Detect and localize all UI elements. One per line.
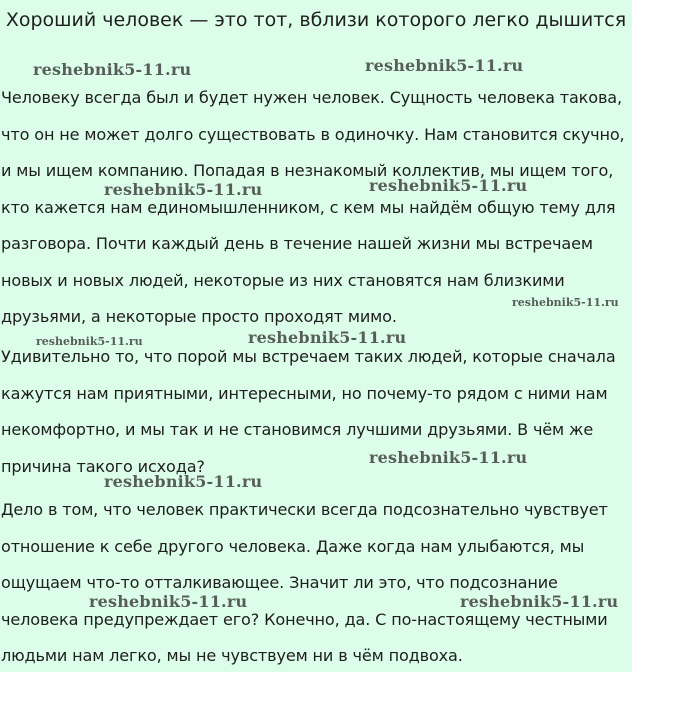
watermark: reshebnik5-11.ru [104,180,263,199]
watermark: reshebnik5-11.ru [365,56,524,75]
watermark: reshebnik5-11.ru [36,335,143,348]
watermark: reshebnik5-11.ru [33,60,192,79]
paragraph-1: Человеку всегда был и будет нужен человек. Сущность человека такова, что он не может долго существовать в одиночку. Нам становится скучно, и мы ищем компанию. Попадая в незнакомый коллектив, мы ищем того, кто кажется нам единомышленником, с кем мы найдём общую тему для разговора. Почти каждый день в течение нашей жизни мы встречаем новых и новых людей, некоторые из них становятся нам близкими друзьями, а некоторые просто проходят мимо. [1,88,625,326]
watermark: reshebnik5-11.ru [248,328,407,347]
watermark: reshebnik5-11.ru [369,176,528,195]
paragraph-3: Дело в том, что человек практически всегда подсознательно чувствует отношение к себе другого человека. Даже когда нам улыбаются, мы ощущаем что-то отталкивающее. Значит ли это, что подсознание человека предупреждает его? Конечно, да. С по-настоящему честными людьми нам легко, мы не чувствуем ни в чём подвоха. [1,500,608,665]
essay-title: Хороший человек — это тот, вблизи которого легко дышится [5,9,627,31]
watermark: reshebnik5-11.ru [104,472,263,491]
watermark: reshebnik5-11.ru [89,592,248,611]
watermark: reshebnik5-11.ru [460,592,619,611]
paragraph-2: Удивительно то, что порой мы встречаем таких людей, которые сначала кажутся нам приятными, интересными, но почему-то рядом с ними нам некомфортно, и мы так и не становимся лучшими друзьями. В чём же причина такого исхода? [1,347,616,476]
watermark: reshebnik5-11.ru [369,448,528,467]
watermark: reshebnik5-11.ru [512,296,619,309]
